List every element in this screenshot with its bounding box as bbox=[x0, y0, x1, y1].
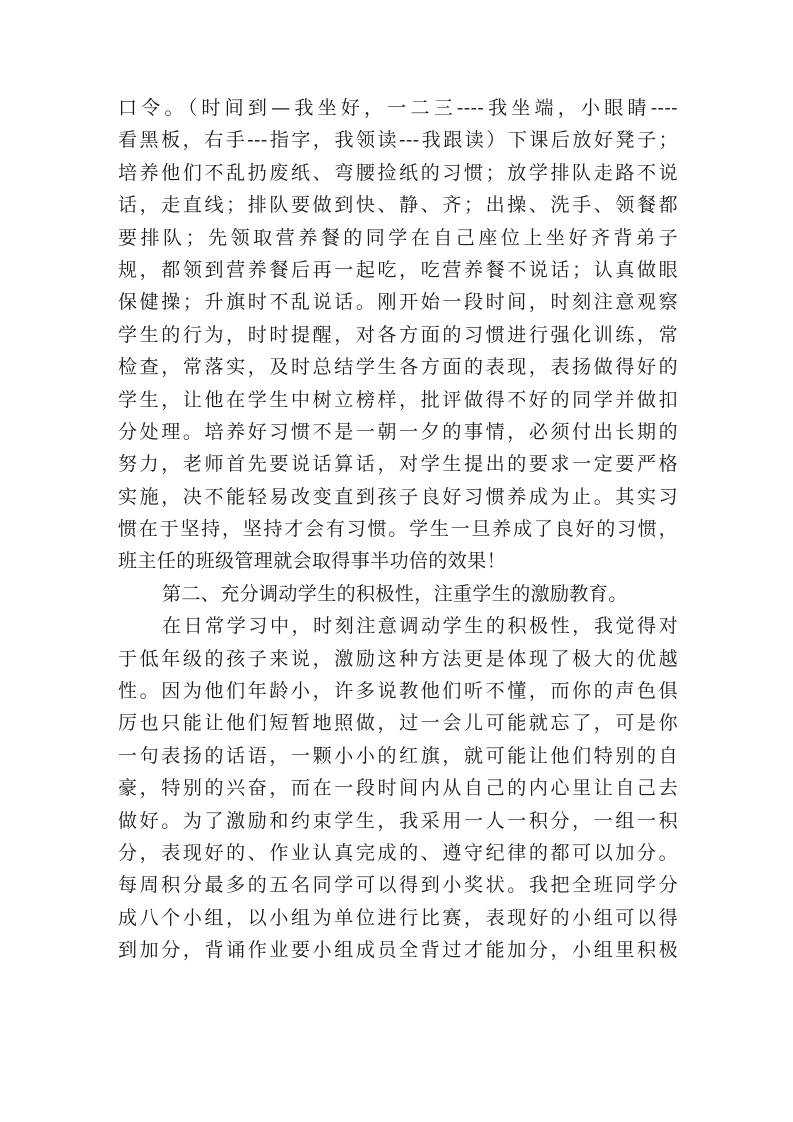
text-line: 性。因为他们年龄小，许多说教他们听不懂，而你的声色俱 bbox=[118, 680, 678, 703]
text-line: 规，都领到营养餐后再一起吃，吃营养餐不说话；认真做眼 bbox=[118, 258, 678, 281]
text-line: 分处理。培养好习惯不是一朝一夕的事情，必须付出长期的 bbox=[118, 420, 678, 443]
text-line: 保健操；升旗时不乱说话。刚开始一段时间，时刻注意观察 bbox=[118, 291, 678, 314]
text-line: 成八个小组，以小组为单位进行比赛，表现好的小组可以得 bbox=[118, 906, 678, 929]
text-line: 话，走直线；排队要做到快、静、齐；出操、洗手、领餐都 bbox=[118, 194, 678, 217]
text-line: 惯在于坚持，坚持才会有习惯。学生一旦养成了良好的习惯， bbox=[118, 518, 678, 541]
text-line: 努力，老师首先要说话算话，对学生提出的要求一定要严格 bbox=[118, 453, 678, 476]
text-line: 要排队；先领取营养餐的同学在自己座位上坐好齐背弟子 bbox=[118, 226, 678, 249]
text-line: 每周积分最多的五名同学可以得到小奖状。我把全班同学分 bbox=[118, 874, 678, 897]
text-line: 豪，特别的兴奋，而在一段时间内从自己的内心里让自己去 bbox=[118, 777, 678, 800]
body-text bbox=[118, 92, 678, 967]
text-line: 做好。为了激励和约束学生，我采用一人一积分，一组一积 bbox=[118, 809, 678, 832]
text-line: 分，表现好的、作业认真完成的、遵守纪律的都可以加分。 bbox=[118, 841, 678, 864]
text-line: 实施，决不能轻易改变直到孩子良好习惯养成为止。其实习 bbox=[118, 485, 678, 508]
text-line: 看黑板，右手---指字，我领读---我跟读）下课后放好凳子； bbox=[118, 129, 678, 152]
text-line: 培养他们不乱扔废纸、弯腰捡纸的习惯；放学排队走路不说 bbox=[118, 161, 678, 184]
text-line: 口令。（时间到—我坐好，一二三----我坐端，小眼睛---- bbox=[118, 97, 678, 119]
text-line: 班主任的班级管理就会取得事半功倍的效果！ bbox=[118, 550, 507, 573]
text-line: 学生的行为，时时提醒，对各方面的习惯进行强化训练，常 bbox=[118, 323, 678, 346]
text-line: 于低年级的孩子来说，激励这种方法更是体现了极大的优越 bbox=[118, 647, 678, 670]
text-line: 在日常学习中，时刻注意调动学生的积极性，我觉得对 bbox=[162, 615, 678, 638]
text-line: 到加分，背诵作业要小组成员全背过才能加分，小组里积极 bbox=[118, 939, 678, 962]
section-heading: 第二、充分调动学生的积极性，注重学生的激励教育。 bbox=[162, 582, 628, 605]
text-line: 学生，让他在学生中树立榜样，批评做得不好的同学并做扣 bbox=[118, 388, 678, 411]
text-line: 检查，常落实，及时总结学生各方面的表现，表扬做得好的 bbox=[118, 356, 678, 379]
text-line: 一句表扬的话语，一颗小小的红旗，就可能让他们特别的自 bbox=[118, 744, 678, 767]
text-line: 厉也只能让他们短暂地照做，过一会儿可能就忘了，可是你 bbox=[118, 712, 678, 735]
